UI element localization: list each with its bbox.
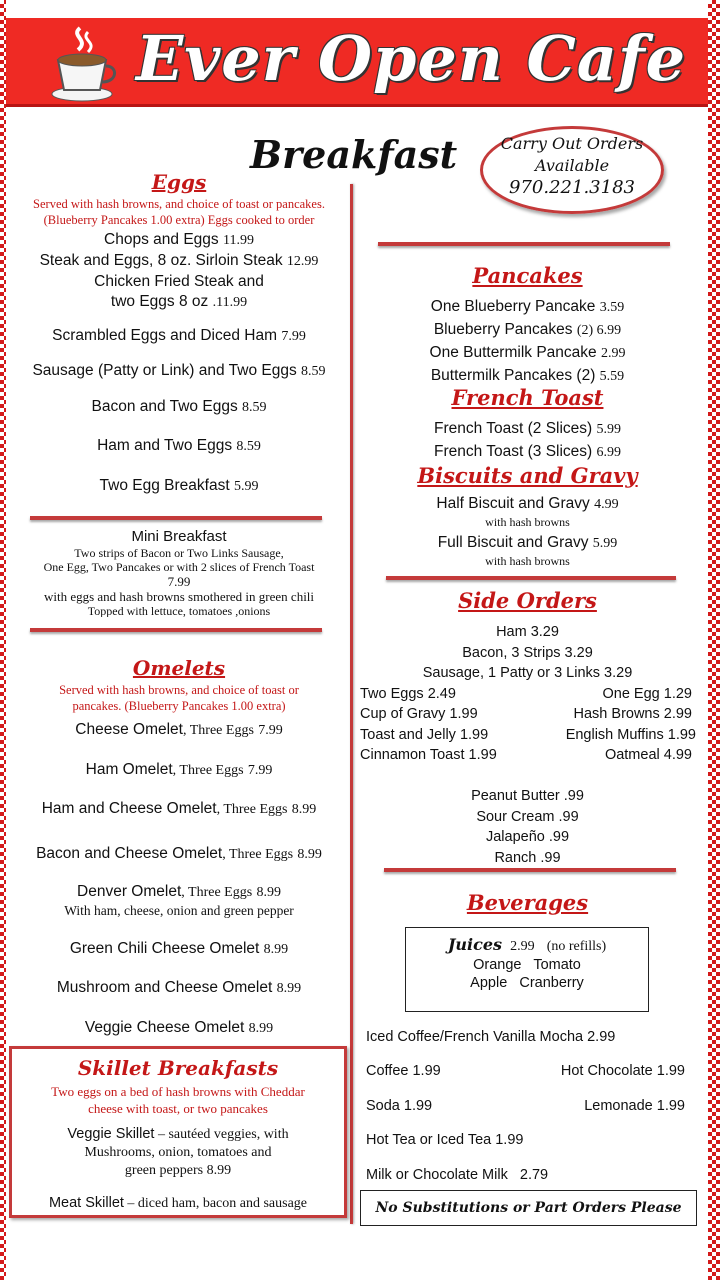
divider	[30, 516, 322, 520]
menu-item: Chops and Eggs 11.99	[104, 231, 254, 248]
omelets-note-1: Served with hash browns, and choice of toast or	[59, 683, 299, 697]
menu-item-sub: With ham, cheese, onion and green pepper	[64, 903, 294, 918]
juices-line-1: Orange Tomato	[473, 957, 581, 973]
side-item: Cup of Gravy 1.99	[360, 706, 478, 722]
divider	[386, 576, 676, 580]
eggs-note-2: (Blueberry Pancakes 1.00 extra) Eggs cooked to order	[43, 213, 315, 227]
menu-item: Mushroom and Cheese Omelet 8.99	[56, 979, 302, 996]
menu-item-sub: with hash browns	[485, 554, 570, 568]
mini-title: Mini Breakfast	[131, 528, 227, 545]
mini-price: 7.99	[167, 574, 191, 589]
menu-item: Veggie Cheese Omelet 8.99	[84, 1019, 274, 1036]
veggie-skillet-desc: Mushrooms, onion, tomatoes and	[84, 1145, 272, 1160]
header-banner	[6, 18, 708, 107]
skillet-box	[9, 1046, 347, 1218]
skillet-note-1: Two eggs on a bed of hash browns with Cheddar	[51, 1084, 305, 1099]
menu-item: Ham Omelet, Three Eggs 7.99	[85, 761, 273, 778]
menu-item: One Buttermilk Pancake 2.99	[429, 344, 626, 361]
carry-out-phone: 970.221.3183	[509, 177, 635, 198]
mini-line-3: with eggs and hash browns smothered in green chili	[43, 589, 315, 604]
menu-item: Bacon and Two Eggs 8.59	[91, 398, 267, 415]
mini-line-2: One Egg, Two Pancakes or with 2 slices of French Toast	[43, 560, 315, 574]
beverage-item: Lemonade 1.99	[584, 1098, 685, 1114]
side-item: One Egg 1.29	[602, 686, 692, 702]
menu-item: Two Egg Breakfast 5.99	[99, 477, 259, 494]
side-item: Hash Browns 2.99	[573, 706, 692, 722]
menu-item: two Eggs 8 oz .11.99	[110, 293, 248, 310]
side-item: Oatmeal 4.99	[604, 747, 692, 763]
skillet-heading: Skillet Breakfasts	[77, 1056, 279, 1080]
sides-heading: Side Orders	[458, 588, 597, 613]
menu-item-sub: with hash browns	[485, 515, 570, 529]
menu-item: Scrambled Eggs and Diced Ham 7.99	[52, 327, 306, 344]
eggs-note-1: Served with hash browns, and choice of toast or pancakes.	[33, 197, 325, 211]
divider	[378, 242, 670, 246]
skillet-note-2: cheese with toast, or two pancakes	[88, 1101, 268, 1116]
divider	[30, 628, 322, 632]
beverage-item: Iced Coffee/French Vanilla Mocha 2.99	[366, 1029, 616, 1045]
footer-note-box	[360, 1190, 697, 1226]
juices-box	[405, 927, 649, 1012]
column-divider	[350, 184, 353, 1224]
omelets-heading: Omelets	[132, 656, 226, 680]
carry-out-line2: Available	[534, 156, 610, 175]
side-extra: Jalapeño .99	[485, 829, 570, 845]
menu-item: Buttermilk Pancakes (2) 5.59	[430, 367, 625, 384]
pancakes-heading: Pancakes	[472, 263, 583, 288]
menu-item: Half Biscuit and Gravy 4.99	[436, 495, 619, 512]
carry-out-badge	[480, 126, 664, 214]
checkered-border-right	[708, 0, 720, 1280]
divider	[384, 868, 676, 872]
french-toast-heading: French Toast	[451, 385, 604, 410]
side-item: Bacon, 3 Strips 3.29	[462, 644, 593, 661]
mini-breakfast-box	[8, 527, 350, 617]
mini-line-4: Topped with lettuce, tomatoes ,onions	[87, 604, 271, 617]
meat-skillet: Meat Skillet – diced ham, bacon and sausage	[48, 1195, 308, 1211]
beverage-item: Hot Chocolate 1.99	[560, 1063, 685, 1079]
side-extra: Peanut Butter .99	[471, 788, 584, 804]
juices-line-2: Apple Cranberry	[470, 975, 584, 991]
veggie-skillet: Veggie Skillet – sautéed veggies, with	[67, 1126, 289, 1142]
side-item: Cinnamon Toast 1.99	[360, 747, 497, 763]
side-item: English Muffins 1.99	[565, 727, 696, 743]
beverage-item: Milk or Chocolate Milk 2.79	[366, 1167, 549, 1183]
menu-item: Steak and Eggs, 8 oz. Sirloin Steak 12.99	[39, 252, 319, 269]
side-item: Ham 3.29	[496, 624, 559, 640]
menu-item: Blueberry Pancakes (2) 6.99	[433, 321, 622, 338]
menu-item: Cheese Omelet, Three Eggs 7.99	[75, 721, 283, 738]
menu-item: Full Biscuit and Gravy 5.99	[437, 534, 618, 551]
side-extra: Sour Cream .99	[476, 808, 579, 825]
beverages-heading: Beverages	[466, 890, 589, 915]
biscuits-heading: Biscuits and Gravy	[417, 463, 638, 488]
coffee-cup-icon	[48, 24, 120, 104]
side-extra: Ranch .99	[494, 849, 561, 866]
menu-item: French Toast (3 Slices) 6.99	[433, 443, 622, 460]
carry-out-line1: Carry Out Orders	[500, 134, 644, 153]
menu-item: Denver Omelet, Three Eggs 8.99	[77, 883, 281, 900]
eggs-heading: Eggs	[151, 170, 207, 194]
cafe-name: Ever Open Cafe	[136, 22, 687, 95]
juices-header: Juices 2.99 (no refills)	[447, 935, 607, 954]
veggie-skillet-desc: green peppers 8.99	[124, 1163, 232, 1178]
menu-item: Sausage (Patty or Link) and Two Eggs 8.59	[32, 362, 326, 379]
footer-note: No Substitutions or Part Orders Please	[375, 1200, 682, 1216]
menu-item: French Toast (2 Slices) 5.99	[433, 420, 622, 437]
beverage-item: Soda 1.99	[366, 1098, 433, 1114]
side-item: Two Eggs 2.49	[360, 686, 456, 702]
beverage-item: Hot Tea or Iced Tea 1.99	[366, 1132, 524, 1148]
menu-item: Ham and Cheese Omelet, Three Eggs 8.99	[41, 800, 317, 817]
side-item: Sausage, 1 Patty or 3 Links 3.29	[422, 665, 633, 681]
beverage-item: Coffee 1.99	[366, 1063, 441, 1079]
menu-item: Bacon and Cheese Omelet, Three Eggs 8.99	[36, 845, 322, 862]
page-title: Breakfast	[250, 132, 458, 177]
menu-item: One Blueberry Pancake 3.59	[430, 298, 625, 315]
menu-item: Green Chili Cheese Omelet 8.99	[69, 940, 289, 957]
checkered-border-left	[0, 0, 6, 1280]
mini-line-1: Two strips of Bacon or Two Links Sausage,	[74, 546, 284, 560]
menu-item: Chicken Fried Steak and	[94, 273, 264, 290]
menu-item: Ham and Two Eggs 8.59	[97, 437, 261, 454]
omelets-note-2: pancakes. (Blueberry Pancakes 1.00 extra)	[72, 699, 286, 713]
side-item: Toast and Jelly 1.99	[360, 727, 489, 743]
